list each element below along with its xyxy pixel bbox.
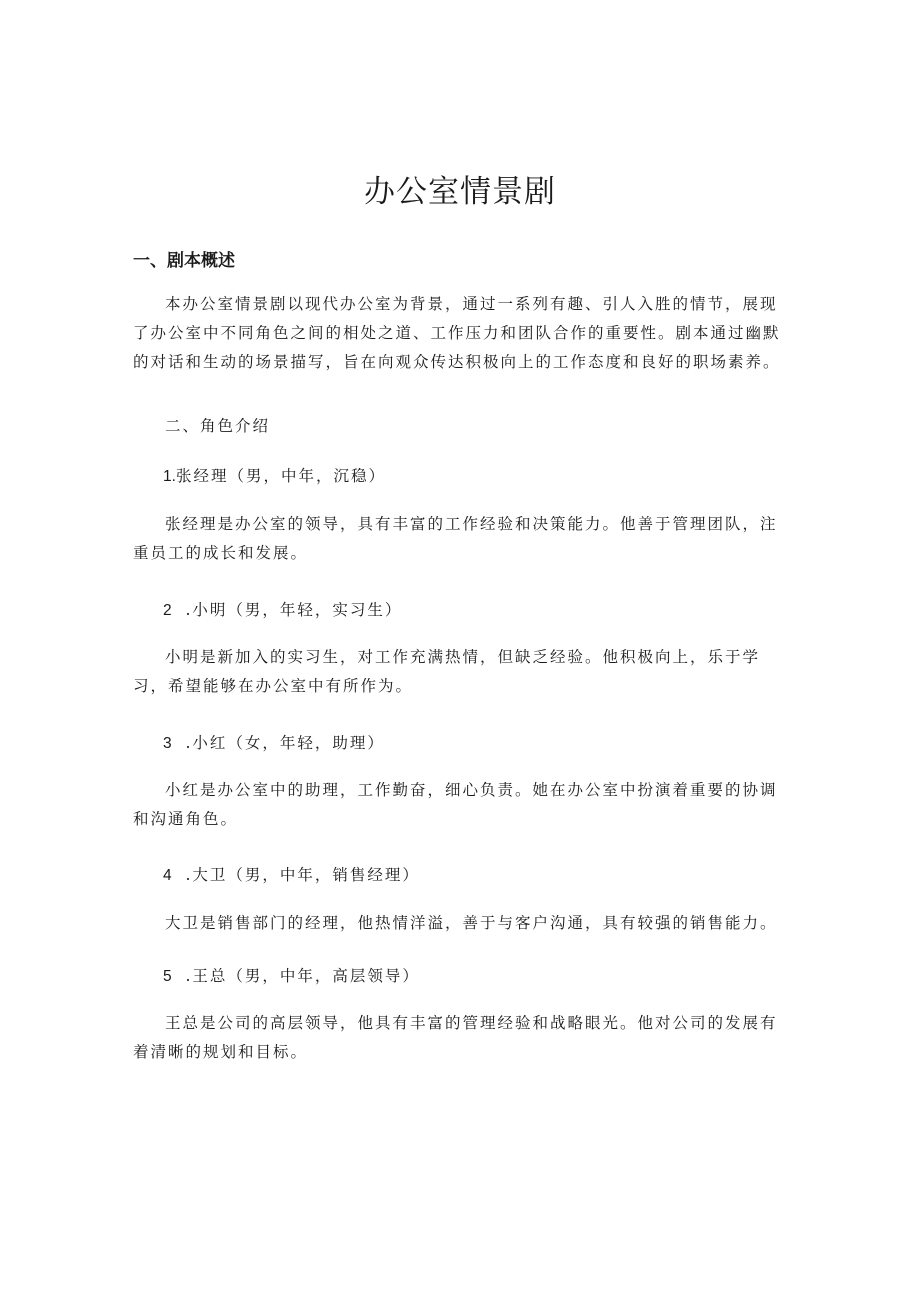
- role-heading-4: [163, 863, 420, 885]
- role-description-1: 张经理是办公室的领导，具有丰富的工作经验和决策能力。他善于管理团队，注重员工的成长和发展。: [133, 515, 778, 562]
- role-label: 张经理（男，中年，沉稳）: [175, 467, 386, 485]
- overview-paragraph: 本办公室情景剧以现代办公室为背景，通过一系列有趣、引人入胜的情节，展现了办公室中不同角色之间的相处之道、工作压力和团队合作的重要性。剧本通过幽默的对话和生动的场景描写，旨在向观众传达积极向上的工作态度和良好的职场素养。: [133, 295, 781, 371]
- section-heading-roles: 二、角色介绍: [165, 417, 271, 435]
- role-label: .小明（男，年轻，实习生）: [185, 601, 403, 619]
- role-heading-2: [163, 598, 402, 620]
- role-description-3: 小红是办公室中的助理，工作勤奋，细心负责。她在办公室中扮演着重要的协调和沟通角色。: [133, 781, 778, 828]
- role-number: 2: [163, 602, 172, 619]
- role-number: 4: [163, 867, 172, 884]
- role-description-4: 大卫是销售部门的经理，他热情洋溢，善于与客户沟通，具有较强的销售能力。: [165, 914, 778, 932]
- section-heading-overview: 一、剧本概述: [133, 251, 235, 271]
- role-label: .小红（女，年轻，助理）: [185, 734, 385, 752]
- role-label: .大卫（男，中年，销售经理）: [185, 866, 420, 884]
- role-number: 3: [163, 735, 172, 752]
- role-number: 5: [163, 968, 172, 985]
- role-heading-3: [163, 731, 385, 753]
- role-number: 1.: [163, 468, 176, 485]
- role-heading-5: [163, 964, 420, 986]
- role-description-5: 王总是公司的高层领导，他具有丰富的管理经验和战略眼光。他对公司的发展有着清晰的规划和目标。: [133, 1014, 778, 1061]
- role-heading-1: [163, 464, 386, 486]
- document-title: 办公室情景剧: [364, 174, 556, 210]
- role-label: .王总（男，中年，高层领导）: [185, 967, 420, 985]
- role-description-2: 小明是新加入的实习生，对工作充满热情，但缺乏经验。他积极向上，乐于学习，希望能够在办公室中有所作为。: [133, 648, 761, 695]
